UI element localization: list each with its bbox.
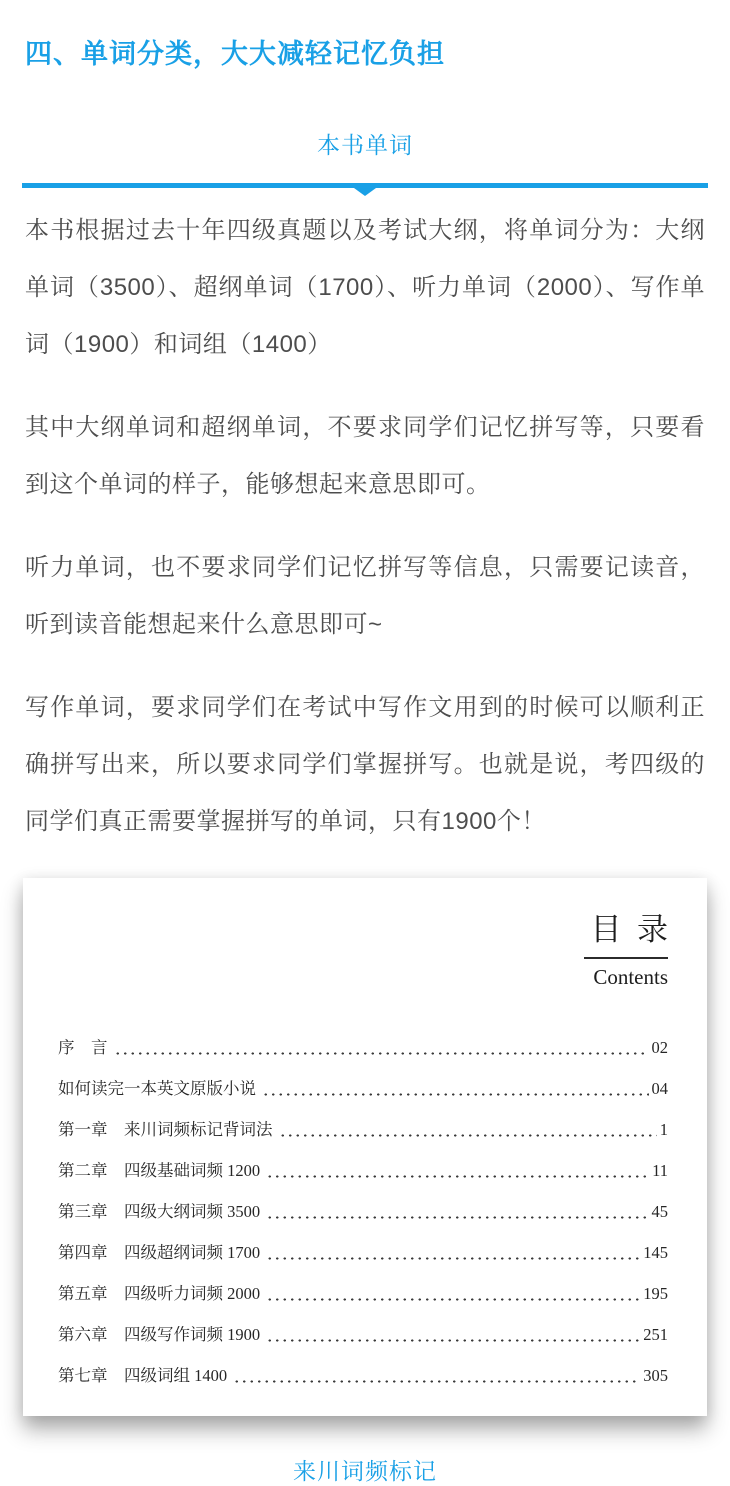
toc-page-number: 195: [643, 1284, 668, 1303]
toc-entry-title: 第二章 四级基础词频 1200: [58, 1161, 261, 1180]
toc-page-number: 04: [651, 1079, 668, 1098]
toc-page-number: 1: [659, 1120, 668, 1139]
paragraph-writing-words: 写作单词，要求同学们在考试中写作文用到的时候可以顺利正确拼写出来，所以要求同学们掌握拼写。也就是说，考四级的同学们真正需要掌握拼写的单词，只有1900个！: [25, 694, 705, 835]
dot-leader: [279, 1134, 657, 1137]
toc-page-number: 45: [651, 1202, 668, 1221]
toc-entry-title: 第五章 四级听力词频 2000: [58, 1284, 261, 1303]
toc-page-number: 251: [643, 1325, 668, 1344]
paragraph-outline-words: 其中大纲单词和超纲单词，不要求同学们记忆拼写等，只要看到这个单词的样子，能够想起来意思即可。: [25, 414, 705, 498]
section-divider: [22, 183, 708, 188]
toc-entry-title: 第一章 来川词频标记背词法: [58, 1120, 273, 1139]
toc-header: [58, 904, 668, 990]
paragraph-listening-words: 听力单词，也不要求同学们记忆拼写等信息，只需要记读音，听到读音能想起来什么意思即可~: [25, 554, 705, 638]
toc-entry-how-to-read: [58, 1075, 668, 1099]
toc-page-image: [23, 878, 707, 1416]
page-title: 四、单词分类，大大减轻记忆负担: [25, 39, 445, 69]
tab-current-section: 本书单词: [317, 132, 413, 158]
toc-entry-preface: [58, 1034, 668, 1058]
toc-entry-chapter-2: [58, 1157, 668, 1181]
toc-page-number: 11: [652, 1161, 668, 1180]
toc-entry-chapter-6: [58, 1321, 668, 1345]
clipped-next-heading: [0, 1453, 730, 1484]
toc-entry-chapter-1: [58, 1116, 668, 1140]
toc-entry-chapter-7: [58, 1362, 668, 1386]
toc-entry-title: 第七章 四级词组 1400: [58, 1366, 228, 1385]
toc-page-number: 305: [643, 1366, 668, 1385]
dot-leader: [266, 1257, 640, 1260]
toc-entry-chapter-3: [58, 1198, 668, 1222]
toc-entry-title: 第四章 四级超纲词频 1700: [58, 1243, 261, 1262]
dot-leader: [266, 1339, 640, 1342]
article-body: [25, 202, 705, 850]
paragraph-word-categories: 本书根据过去十年四级真题以及考试大纲，将单词分为：大纲单词（3500）、超纲单词（1700）、听力单词（2000）、写作单词（1900）和词组（1400）: [25, 217, 705, 358]
toc-entry-title: 第六章 四级写作词频 1900: [58, 1325, 261, 1344]
toc-entry-title: 第三章 四级大纲词频 3500: [58, 1202, 261, 1221]
dot-leader: [266, 1175, 649, 1178]
toc-title-english: Contents: [593, 965, 668, 989]
toc-page-number: 145: [643, 1243, 668, 1262]
dot-leader: [262, 1093, 649, 1096]
toc-entry-chapter-5: [58, 1280, 668, 1304]
toc-title-chinese: 目 录: [590, 912, 668, 947]
triangle-down-icon: [354, 188, 376, 196]
dot-leader: [233, 1380, 640, 1383]
toc-page-number: 02: [651, 1038, 668, 1057]
dot-leader: [266, 1298, 640, 1301]
clipped-next-heading-text: 来川词频标记: [293, 1458, 437, 1484]
toc-title-rule: [584, 957, 668, 959]
toc-entry-title: 序 言: [58, 1038, 108, 1057]
dot-leader: [114, 1052, 649, 1055]
dot-leader: [266, 1216, 648, 1219]
toc-list: [58, 1034, 668, 1386]
toc-entry-title: 如何读完一本英文原版小说: [58, 1079, 256, 1098]
toc-entry-chapter-4: [58, 1239, 668, 1263]
